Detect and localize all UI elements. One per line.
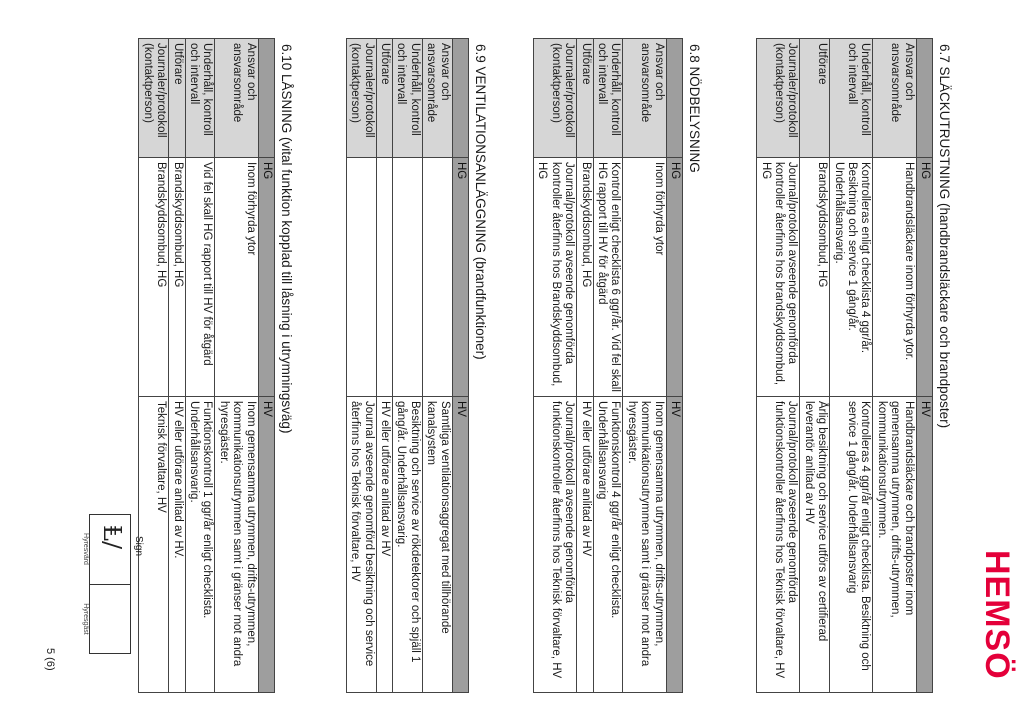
table-row bbox=[215, 39, 258, 693]
table-row bbox=[800, 39, 830, 693]
hemso-logo: HEMSÖ bbox=[978, 550, 1016, 680]
hg-cell: Kontrolleras enligt checklista 4 ggr/år. Besiktning och service 1 gång/år. Underhållsansvarig. bbox=[830, 158, 873, 397]
column-header: HG bbox=[666, 158, 682, 397]
hg-cell: Brandskyddsombud, HG bbox=[577, 158, 593, 397]
row-label: Utförare bbox=[376, 39, 392, 158]
column-header: HV bbox=[916, 397, 932, 693]
table-row bbox=[392, 39, 422, 693]
column-header: HG bbox=[258, 158, 274, 397]
section-nodbelysning bbox=[533, 38, 702, 693]
nodbelysning-table bbox=[533, 38, 683, 693]
table-row bbox=[169, 39, 185, 693]
row-label: Ansvar och ansvarsområde bbox=[215, 39, 258, 158]
column-header: HG bbox=[916, 158, 932, 397]
table-row bbox=[873, 39, 916, 693]
section-slackutrustning bbox=[756, 38, 952, 693]
hg-cell: Inom förhyrda ytor bbox=[215, 158, 258, 397]
hg-cell: Brandskyddsombud, HG bbox=[800, 158, 830, 397]
landlord-sign-cell bbox=[90, 515, 130, 585]
hv-cell: HV eller utförare anlitad av HV. bbox=[169, 397, 185, 693]
column-header bbox=[452, 39, 468, 158]
tenant-label: Hyresgäst bbox=[82, 603, 89, 635]
table-row bbox=[185, 39, 215, 693]
column-header: HG bbox=[452, 158, 468, 397]
row-label: Journaler/protokoll (kontaktperson) bbox=[346, 39, 376, 158]
hv-cell: Journal avseende genomförd besiktning och service återfinns hos Teknisk förvaltare, HV bbox=[346, 397, 376, 693]
column-header: HV bbox=[258, 397, 274, 693]
hg-cell: Brandskyddsombud, HG bbox=[169, 158, 185, 397]
hg-cell bbox=[346, 158, 376, 397]
row-label: Journaler/protokoll (kontaktperson) bbox=[757, 39, 800, 158]
row-label: Ansvar och ansvarsområde bbox=[422, 39, 452, 158]
sign-fields bbox=[89, 514, 131, 654]
section-title: 6.7 SLÄCKUTRUSTNING (handbrandsläckare och brandposter) bbox=[937, 44, 952, 429]
section-title: 6.9 VENTILATIONSANLÄGGNING (brandfunktioner) bbox=[473, 44, 488, 360]
hg-cell: Journal/protokoll avseende genomförda kontroller återfinns hos brandskyddsombud, HG bbox=[757, 158, 800, 397]
row-label: Underhåll, kontroll och intervall bbox=[392, 39, 422, 158]
hv-cell: Inom gemensamma utrymmen, drifts-utrymmen, kommunikationsutrymmen samt i gränser mot andra hyresgäster. bbox=[215, 397, 258, 693]
table-row bbox=[757, 39, 800, 693]
table-row bbox=[533, 39, 576, 693]
hv-cell: Årlig besiktning och service utförs av certifierad leverantör anlitad av HV bbox=[800, 397, 830, 693]
section-title: 6.8 NÖDBELYSNING bbox=[687, 44, 702, 173]
table-header-row bbox=[258, 39, 274, 693]
column-header bbox=[258, 39, 274, 158]
column-header bbox=[916, 39, 932, 158]
hv-cell: Journal/protokoll avseende genomförda funktionskontroller återfinns hos Teknisk förvaltare, HV bbox=[757, 397, 800, 693]
hv-cell: HV eller utförare anlitad av HV bbox=[577, 397, 593, 693]
slackutrustning-table bbox=[756, 38, 933, 693]
hv-cell: Inom gemensamma utrymmen, drifts-utrymmen, kommunikationsutrymmen samt i gränser mot andra hyresgäster. bbox=[623, 397, 666, 693]
column-header: HV bbox=[666, 397, 682, 693]
tenant-sign-cell bbox=[90, 585, 130, 654]
hg-cell: Vid fel skall HG rapport till HV för åtgärd bbox=[185, 158, 215, 397]
hg-cell: Brandskyddsombud, HG bbox=[139, 158, 169, 397]
row-label: Underhåll, kontroll och intervall bbox=[830, 39, 873, 158]
table-row bbox=[830, 39, 873, 693]
hg-cell bbox=[422, 158, 452, 397]
hv-cell: Besiktning och service av rökdetektorer och spjäll 1 gång/år. Underhållsansvarig. bbox=[392, 397, 422, 693]
row-label: Ansvar och ansvarsområde bbox=[873, 39, 916, 158]
table-header-row bbox=[916, 39, 932, 693]
hv-cell: Journal/protokoll avseende genomförda funktionskontroller återfinns hos Teknisk förvaltare, HV bbox=[533, 397, 576, 693]
signature-box bbox=[82, 514, 144, 654]
row-label: Utförare bbox=[800, 39, 830, 158]
table-row bbox=[577, 39, 593, 693]
hv-cell: Funktionskontroll 1 ggr/år enligt checklista. Underhållsansvarig. bbox=[185, 397, 215, 693]
hg-cell bbox=[392, 158, 422, 397]
hv-cell: HV eller utförare anlitad av HV bbox=[376, 397, 392, 693]
hg-cell bbox=[376, 158, 392, 397]
section-lasning bbox=[138, 38, 294, 693]
hv-cell: Funktionskontroll 4 ggr/år enligt checklista. Underhållsansvarig bbox=[593, 397, 623, 693]
column-header: HV bbox=[452, 397, 468, 693]
section-ventilation bbox=[346, 38, 488, 693]
handwritten-initials: Ⱡ/ bbox=[98, 525, 126, 550]
table-header-row bbox=[666, 39, 682, 693]
table-row bbox=[422, 39, 452, 693]
table-row bbox=[593, 39, 623, 693]
row-label: Underhåll, kontroll och intervall bbox=[593, 39, 623, 158]
sign-label: Sign bbox=[133, 536, 144, 557]
hv-cell: Kontrolleras 4 ggr/år enligt checklista. Besiktning och service 1 gång/år. Underhållsansvarig bbox=[830, 397, 873, 693]
ventilation-table bbox=[346, 38, 469, 693]
hg-cell: Kontroll enligt checklista 6 ggr/år. Vid fel skall HG rapport till HV för åtgärd bbox=[593, 158, 623, 397]
row-label: Utförare bbox=[577, 39, 593, 158]
page-number: 5 (6) bbox=[44, 648, 56, 671]
row-label: Underhåll, kontroll och intervall bbox=[185, 39, 215, 158]
row-label: Utförare bbox=[169, 39, 185, 158]
lasning-table bbox=[138, 38, 275, 693]
hg-cell: Journal/protokoll avseende genomförda kontroller återfinns hos Brandskyddsombud, HG bbox=[533, 158, 576, 397]
table-row bbox=[346, 39, 376, 693]
hv-cell: Teknisk förvaltare, HV bbox=[139, 397, 169, 693]
hv-cell: Handbrandsläckare och brandposter inom gemensamma utrymmen, drifts-utrymmen, kommunikationsutrymmen. bbox=[873, 397, 916, 693]
table-row bbox=[376, 39, 392, 693]
section-title: 6.10 LÅSNING (vital funktion kopplad till låsning i utrymningsväg) bbox=[279, 44, 294, 434]
row-label: Ansvar och ansvarsområde bbox=[623, 39, 666, 158]
row-label: Journaler/protokoll (kontaktperson) bbox=[533, 39, 576, 158]
hv-cell: Samtliga ventilationsaggregat med tillhörande kanalsystem bbox=[422, 397, 452, 693]
hg-cell: Inom förhyrda ytor bbox=[623, 158, 666, 397]
table-header-row bbox=[452, 39, 468, 693]
row-label: Journaler/protokoll (kontaktperson) bbox=[139, 39, 169, 158]
landlord-label: Hyresvärd bbox=[82, 533, 89, 565]
hg-cell: Handbrandsläckare inom förhyrda ytor. bbox=[873, 158, 916, 397]
column-header bbox=[666, 39, 682, 158]
table-row bbox=[623, 39, 666, 693]
